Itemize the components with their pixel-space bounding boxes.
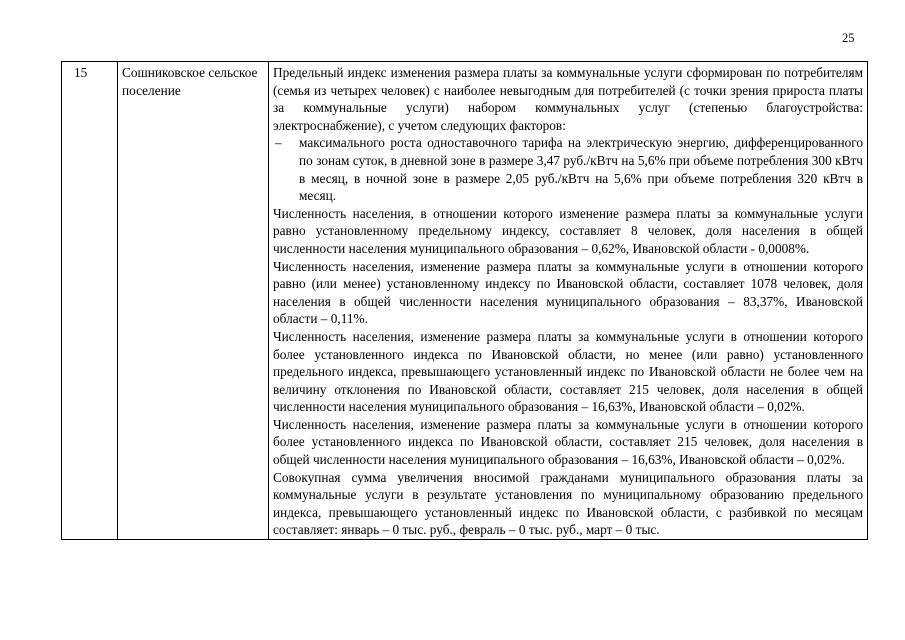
paragraph-below-index: Численность населения, изменение размера платы за коммунальные услуги в отношении которого равно (или менее) установленному индексу по Ивановской области, составляет 1078 человек, доля населения в общей численности населения муниципального образования – 83,37%, Ивановской области – 0,11%.	[273, 258, 863, 327]
factor-text: максимального роста одноставочного тарифа на электрическую энергию, дифференцированного по зонам суток, в дневной зоне в размере 3,47 руб./кВтч на 5,6% при объеме потребления 300 кВтч в месяц, в ночной зоне в размере 2,05 руб./кВтч на 5,6% при объеме потребления 320 кВтч в месяц.	[299, 135, 863, 204]
intro-paragraph: Предельный индекс изменения размера платы за коммунальные услуги сформирован по потребителям (семья из четырех человек) с наиболее невыгодным для потребителей (с точки зрения прироста платы за коммунальные услуги) набором коммунальных услуг (степенью благоустройства: электроснабжение), с учетом следующих факторов:	[273, 65, 863, 133]
page-number: 25	[842, 31, 855, 45]
table-row	[62, 62, 868, 540]
description-cell	[269, 62, 868, 540]
paragraph-equal-index: Численность населения, в отношении которого изменение размера платы за коммунальные услуги равно установленному предельному индексу, составляет 8 человек, доля населения в общей численности населения муниципального образования – 0,62%, Ивановской области - 0,0008%.	[273, 205, 863, 256]
factor-list-item	[273, 134, 863, 204]
row-number-cell: 15	[62, 62, 118, 540]
paragraph-total-sum: Совокупная сумма увеличения вносимой гражданами муниципального образования платы за коммунальные услуги в результате установления по муниципальному образованию предельного индекса, превышающего установленный индекс по Ивановской области, с разбивкой по месяцам составляет: январь – 0 тыс. руб., февраль – 0 тыс. руб., март – 0 тыс.	[273, 469, 863, 538]
paragraph-between-index: Численность населения, изменение размера платы за коммунальные услуги в отношении которого более установленного индекса по Ивановской области, но менее (или равно) установленного предельного индекса, превышающего установленный индекс по Ивановской области не более чем на величину отклонения по Ивановской области, составляет 215 человек, доля населения в общей численности населения муниципального образования – 16,63%, Ивановской области – 0,02%.	[273, 328, 863, 415]
municipality-name-cell: Сошниковское сельское поселение	[118, 62, 269, 540]
list-dash: –	[275, 135, 282, 151]
paragraph-above-index: Численность населения, изменение размера платы за коммунальные услуги в отношении которого более установленного индекса по Ивановской области, составляет 215 человек, доля населения в общей численности населения муниципального образования – 16,63%, Ивановской области – 0,02%.	[273, 416, 863, 468]
municipality-table	[61, 61, 868, 540]
